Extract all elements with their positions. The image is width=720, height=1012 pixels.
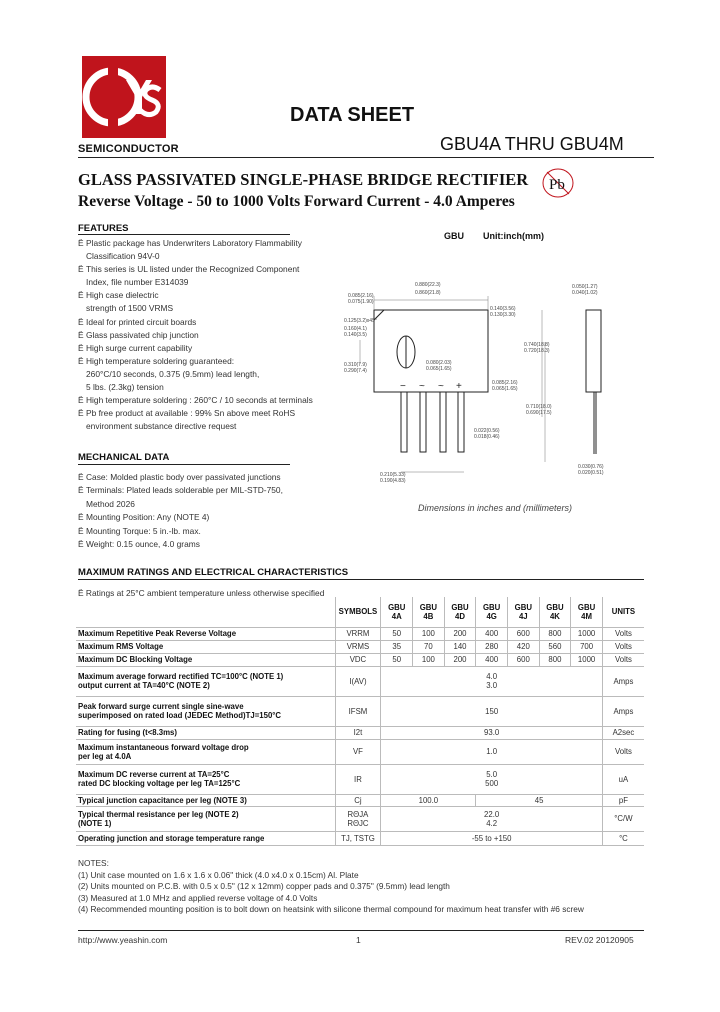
part-header: GBU 4M [571, 597, 603, 627]
part-header: GBU 4A [381, 597, 413, 627]
dimension-label: 0.310(7.9) [344, 362, 367, 368]
table-row [76, 666, 644, 696]
pin-symbol: ~ [419, 381, 425, 392]
dimension-label: 0.075(1.90) [348, 299, 374, 305]
value-cell: 280 [476, 640, 508, 653]
dimension-label: 0.710(18.0) [526, 404, 552, 410]
symbol-cell: I2t [335, 726, 381, 739]
pin-symbol: ~ [438, 381, 444, 392]
feature-text: High case dielectric [86, 290, 159, 301]
part-header: GBU 4J [507, 597, 539, 627]
feature-item [78, 329, 334, 342]
feature-item [78, 342, 334, 355]
value-cell: 100.0 [381, 794, 476, 806]
parameter-cell: Maximum instantaneous forward voltage drop per leg at 4.0A [76, 739, 335, 764]
symbol-cell: VDC [335, 653, 381, 666]
table-row [76, 640, 644, 653]
page-number: 1 [356, 935, 361, 945]
notes-heading: NOTES: [78, 858, 109, 868]
bullet-icon: Ë [78, 485, 84, 496]
feature-text: High temperature soldering guaranteed: [86, 355, 235, 366]
note-item: (1) Unit case mounted on 1.6 x 1.6 x 0.06" thick (4.0 x4.0 x 0.15cm) Al. Plate [78, 869, 359, 880]
doc-type-title: DATA SHEET [290, 104, 415, 126]
company-logo [82, 56, 166, 138]
table-row [76, 653, 644, 666]
note-item: (2) Units mounted on P.C.B. with 0.5 x 0.5" (12 x 12mm) copper pads and 0.375" (9.5mm) lead length [78, 881, 450, 892]
feature-text: This series is UL listed under the Recognized Component [86, 264, 300, 275]
feature-item [78, 263, 334, 289]
dimension-label: 0.290(7.4) [344, 368, 367, 374]
value-cell: 22.0 4.2 [381, 806, 602, 831]
parameter-cell: Maximum RMS Voltage [76, 640, 335, 653]
ratings-note-text: Ratings at 25°C ambient temperature unless otherwise specified [85, 588, 325, 598]
header-divider [78, 157, 654, 158]
bullet-icon: Ë [78, 290, 84, 301]
unit-cell: Amps [602, 666, 644, 696]
parameter-cell: Rating for fusing (t<8.3ms) [76, 726, 335, 739]
value-cell: 140 [444, 640, 476, 653]
value-cell: 1.0 [381, 739, 602, 764]
bullet-icon: Ë [78, 316, 84, 327]
unit-cell: uA [602, 764, 644, 794]
dimension-label: 0.040(1.02) [572, 290, 598, 296]
value-cell: 35 [381, 640, 413, 653]
feature-item [78, 289, 334, 315]
table-header-row [76, 597, 644, 627]
bullet-icon: Ë [78, 238, 84, 248]
bullet-icon: Ë [78, 539, 84, 550]
drawing-caption: Dimensions in inches and (millimeters) [418, 503, 573, 513]
symbol-cell: VRMS [335, 640, 381, 653]
feature-item [78, 316, 334, 329]
value-cell: 800 [539, 653, 571, 666]
brand-name: SEMICONDUCTOR [78, 143, 179, 155]
mechanical-text: Terminals: Plated leads solderable per MIL-STD-750, [86, 485, 283, 496]
value-cell: 100 [413, 627, 445, 640]
units-header: UNITS [602, 597, 644, 627]
parameter-cell: Peak forward surge current single sine-wave superimposed on rated load (JEDEC Method)TJ=150°C [76, 696, 335, 726]
table-row [76, 726, 644, 739]
unit-cell: Amps [602, 696, 644, 726]
symbol-cell: TJ, TSTG [335, 831, 381, 845]
feature-text: Glass passivated chip junction [86, 329, 199, 340]
mechanical-text: Mounting Position: Any (NOTE 4) [86, 512, 210, 523]
symbol-cell: IFSM [335, 696, 381, 726]
dimension-label: 0.130(3.30) [490, 312, 516, 318]
dimension-label: 0.022(0.56) [474, 428, 500, 434]
mechanical-item [78, 538, 334, 551]
bullet-icon: Ë [78, 408, 84, 419]
dimension-label: 0.740(18.8) [524, 342, 550, 348]
value-cell: 1000 [571, 627, 603, 640]
pb-text: Pb [549, 177, 565, 193]
feature-text: Pb free product at available : 99% Sn above meet RoHS [86, 408, 296, 419]
value-cell: 4.0 3.0 [381, 666, 602, 696]
dimension-label: 0.125(3.2)x45° [344, 318, 377, 324]
symbol-cell: I(AV) [335, 666, 381, 696]
bullet-icon: Ë [78, 264, 84, 275]
features-list [78, 237, 334, 433]
dimension-label: 0.720(18.3) [524, 348, 550, 354]
part-header: GBU 4G [476, 597, 508, 627]
parameter-cell: Typical junction capacitance per leg (NOTE 3) [76, 794, 335, 806]
table-row [76, 806, 644, 831]
pin-symbol: − [400, 381, 406, 392]
mechanical-item [78, 484, 334, 511]
bullet-icon: Ë [78, 525, 84, 536]
package-drawing [340, 282, 640, 497]
bullet-icon: Ë [78, 395, 84, 406]
feature-item [78, 355, 334, 394]
value-cell: 150 [381, 696, 602, 726]
parameter-cell: Typical thermal resistance per leg (NOTE 2) (NOTE 1) [76, 806, 335, 831]
table-row [76, 831, 644, 845]
unit-cell: Volts [602, 627, 644, 640]
value-cell: 400 [476, 653, 508, 666]
table-row [76, 739, 644, 764]
revision: REV.02 20120905 [565, 935, 634, 945]
dimension-label: 0.210(5.33) [380, 472, 406, 478]
note-item: (4) Recommended mounting position is to bolt down on heatsink with silicone thermal compound for maximum heat transfer with #6 screw [78, 904, 584, 915]
value-cell: 700 [571, 640, 603, 653]
symbols-header: SYMBOLS [335, 597, 381, 627]
table-row [76, 794, 644, 806]
dimension-label: 0.085(2.16) [492, 380, 518, 386]
parameter-cell: Maximum average forward rectified TC=100°C (NOTE 1) output current at TA=40°C (NOTE 2) [76, 666, 335, 696]
value-cell: 420 [507, 640, 539, 653]
part-range: GBU4A THRU GBU4M [440, 134, 624, 154]
parameter-cell: Maximum DC reverse current at TA=25°C rated DC blocking voltage per leg TA=125°C [76, 764, 335, 794]
value-cell: 100 [413, 653, 445, 666]
dimension-label: 0.018(0.46) [474, 434, 500, 440]
bullet-icon: Ë [78, 329, 84, 340]
symbol-cell: RΘJA RΘJC [335, 806, 381, 831]
bullet-icon: Ë [78, 472, 84, 482]
dimension-label: 0.690(17.5) [526, 410, 552, 416]
value-cell: 600 [507, 627, 539, 640]
mechanical-item [78, 525, 334, 538]
unit-label: Unit:inch(mm) [483, 231, 545, 241]
mechanical-text: Mounting Torque: 5 in.-lb. max. [86, 525, 201, 536]
pin-symbol: + [456, 381, 462, 392]
mechanical-divider [78, 464, 290, 465]
ratings-conditions: Ë Ratings at 25°C ambient temperature unless otherwise specified [78, 588, 325, 598]
unit-cell: Volts [602, 640, 644, 653]
table-row [76, 627, 644, 640]
parameter-cell: Operating junction and storage temperature range [76, 831, 335, 845]
bullet-icon: Ë [78, 512, 84, 523]
mechanical-text: Weight: 0.15 ounce, 4.0 grams [86, 539, 200, 550]
feature-text: Classification 94V-0 [86, 251, 160, 262]
mechanical-text: Case: Molded plastic body over passivated junctions [86, 472, 281, 482]
unit-cell: Volts [602, 739, 644, 764]
feature-text: 260°C/10 seconds, 0.375 (9.5mm) lead length, [86, 368, 260, 379]
value-cell: 200 [444, 653, 476, 666]
feature-text: High temperature soldering : 260°C / 10 seconds at terminals [86, 395, 313, 406]
footer-divider [78, 930, 644, 931]
dimension-label: 0.080(2.03) [426, 360, 452, 366]
value-cell: 93.0 [381, 726, 602, 739]
features-heading: FEATURES [78, 223, 129, 234]
part-header: GBU 4K [539, 597, 571, 627]
value-cell: 600 [507, 653, 539, 666]
mechanical-item [78, 471, 334, 484]
feature-text: Ideal for printed circuit boards [86, 316, 197, 327]
value-cell: 1000 [571, 653, 603, 666]
feature-item [78, 237, 334, 263]
product-subtitle: Reverse Voltage - 50 to 1000 Volts Forward Current - 4.0 Amperes [78, 193, 515, 210]
parameter-cell: Maximum Repetitive Peak Reverse Voltage [76, 627, 335, 640]
part-header: GBU 4B [413, 597, 445, 627]
feature-item [78, 394, 334, 407]
symbol-cell: Cj [335, 794, 381, 806]
value-cell: -55 to +150 [381, 831, 602, 845]
feature-text: environment substance directive request [86, 421, 237, 432]
table-row [76, 696, 644, 726]
dimension-label: 0.085(2.16) [348, 293, 374, 299]
table-row [76, 764, 644, 794]
dimension-label: 0.190(4.83) [380, 478, 406, 484]
parameter-cell: Maximum DC Blocking Voltage [76, 653, 335, 666]
mechanical-heading: MECHANICAL DATA [78, 452, 170, 463]
bullet-icon: Ë [78, 342, 84, 353]
website-link[interactable]: http://www.yeashin.com [78, 935, 168, 945]
ratings-divider [78, 579, 644, 580]
mechanical-item [78, 511, 334, 524]
pb-free-icon [541, 167, 575, 199]
package-name: GBU [444, 231, 464, 241]
unit-cell: pF [602, 794, 644, 806]
value-cell: 5.0 500 [381, 764, 602, 794]
dimension-label: 0.140(3.56) [490, 306, 516, 312]
value-cell: 800 [539, 627, 571, 640]
feature-text: Index, file number E314039 [86, 277, 189, 288]
feature-text: strength of 1500 VRMS [86, 303, 174, 314]
mechanical-list [78, 471, 334, 551]
notes-section [78, 858, 584, 916]
unit-cell: Volts [602, 653, 644, 666]
note-item: (3) Measured at 1.0 MHz and applied reverse voltage of 4.0 Volts [78, 892, 318, 903]
dimension-label: 0.050(1.27) [572, 284, 598, 290]
product-title: GLASS PASSIVATED SINGLE-PHASE BRIDGE RECTIFIER [78, 170, 529, 189]
dimension-label: 0.140(3.5) [344, 332, 367, 338]
dimension-label: 0.030(0.76) [578, 464, 604, 470]
value-cell: 200 [444, 627, 476, 640]
ratings-table [76, 597, 644, 846]
value-cell: 45 [476, 794, 603, 806]
dimension-label: 0.065(1.65) [492, 386, 518, 392]
dimension-label: 0.020(0.51) [578, 470, 604, 476]
symbol-cell: VF [335, 739, 381, 764]
feature-text: 5 lbs. (2.3kg) tension [86, 382, 164, 393]
value-cell: 50 [381, 653, 413, 666]
unit-cell: A2sec [602, 726, 644, 739]
dimension-label: 0.065(1.65) [426, 366, 452, 372]
ratings-heading: MAXIMUM RATINGS AND ELECTRICAL CHARACTERISTICS [78, 567, 349, 578]
bullet-icon: Ë [78, 355, 84, 366]
symbol-cell: IR [335, 764, 381, 794]
feature-item [78, 407, 334, 433]
feature-text: High surge current capability [86, 342, 193, 353]
dimension-label: 0.880(22.3) [415, 282, 441, 288]
part-header: GBU 4D [444, 597, 476, 627]
value-cell: 70 [413, 640, 445, 653]
mechanical-text: Method 2026 [86, 498, 135, 509]
unit-cell: °C/W [602, 806, 644, 831]
feature-text: Plastic package has Underwriters Laboratory Flammability [86, 238, 302, 248]
features-divider [78, 234, 290, 235]
symbol-cell: VRRM [335, 627, 381, 640]
unit-cell: °C [602, 831, 644, 845]
value-cell: 50 [381, 627, 413, 640]
value-cell: 560 [539, 640, 571, 653]
value-cell: 400 [476, 627, 508, 640]
dimension-label: 0.860(21.8) [415, 290, 441, 296]
dimension-label: 0.160(4.1) [344, 326, 367, 332]
diagram-header [444, 231, 544, 241]
